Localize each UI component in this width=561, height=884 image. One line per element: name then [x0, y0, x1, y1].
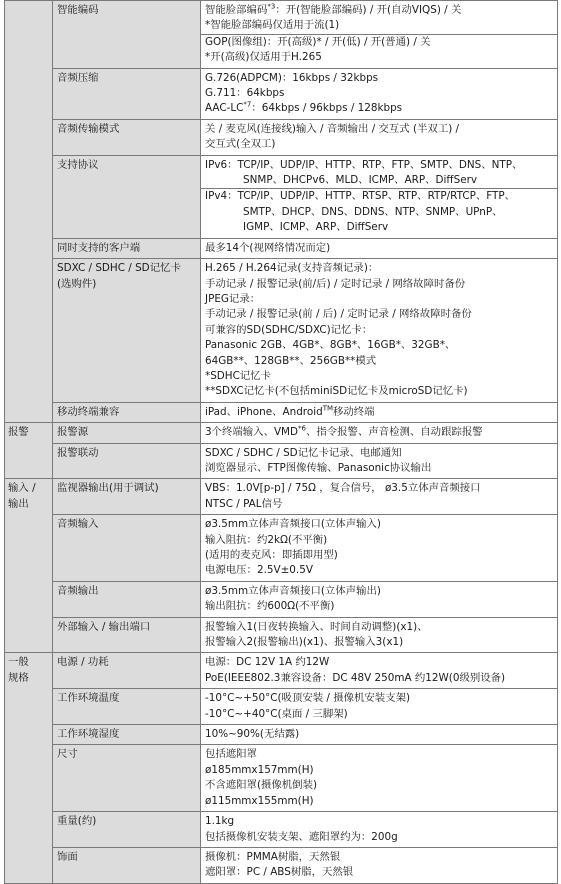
- spec-label-cell: [53, 479, 201, 515]
- spec-value-line: [205, 292, 553, 307]
- spec-row: [5, 68, 558, 119]
- spec-value-text: IPv4：TCP/IP、UDP/IP、HTTP、RTSP、RTP、RTP/RTCP、FTP、: [205, 190, 516, 203]
- spec-label-cell: [53, 1, 201, 69]
- spec-value-text: IGMP、ICMP、ARP、DiffServ: [243, 221, 389, 234]
- spec-label-cell: [53, 238, 201, 258]
- spec-value-cell: [201, 68, 558, 119]
- spec-row: [5, 745, 558, 812]
- spec-value-line: [205, 814, 553, 829]
- spec-value-line: [205, 794, 553, 809]
- spec-label-cell: [53, 689, 201, 725]
- spec-value-text: 最多14个(视网络情况而定): [205, 241, 331, 254]
- spec-value-line: [205, 830, 553, 845]
- category-cell: [5, 423, 53, 479]
- spec-value-text: G.726(ADPCM)：16kbps / 32kbps: [205, 71, 379, 84]
- spec-value-cell: [201, 581, 558, 617]
- spec-value-text: -10°C~+50°C(吸顶安装 / 摄像机安装支架): [205, 692, 411, 705]
- spec-label: 报警源: [57, 426, 89, 439]
- spec-label: 监视器输出(用于调试): [57, 482, 159, 495]
- spec-value-text: 输入阻抗：约2kΩ(不平衡): [205, 533, 328, 546]
- spec-value-line: [205, 563, 553, 578]
- spec-label: 音频传输模式: [57, 122, 120, 135]
- spec-value-text-cont: 、指令报警、声音检测、自动跟踪报警: [306, 426, 483, 439]
- spec-label-cell: [53, 847, 201, 883]
- spec-value-text: 电源电压：2.5V±0.5V: [205, 564, 313, 577]
- spec-value-line: [205, 384, 553, 399]
- spec-value-line: [205, 461, 553, 476]
- spec-value-text: 3个终端输入、VMD: [205, 426, 299, 439]
- footnote-mark: TM: [322, 404, 334, 413]
- spec-value-text: 10%~90%(无结露): [205, 728, 300, 741]
- category-label-line2: 规格: [8, 671, 29, 684]
- spec-row: [5, 402, 558, 422]
- spec-value-line: [205, 635, 553, 650]
- spec-value-text: ø3.5mm立体声音频接口(立体声输入): [205, 518, 381, 531]
- spec-value-text: G.711：64kbps: [205, 87, 285, 100]
- spec-label-cell: [53, 617, 201, 653]
- spec-row: [5, 259, 558, 403]
- spec-value-text: SNMP、DHCPv6、MLD、ICMP、ARP、DiffServ: [243, 174, 478, 187]
- spec-value-cell: [201, 745, 558, 812]
- spec-value-text: 输出阻抗：约600Ω(不平衡): [205, 600, 335, 613]
- spec-value-cell: [201, 259, 558, 403]
- spec-label: 音频输入: [57, 518, 99, 531]
- spec-value-cell: [201, 479, 558, 515]
- spec-value-line: [205, 481, 553, 496]
- spec-value-line: [205, 137, 553, 152]
- spec-value-text: (适用的麦克风：即插即用型): [205, 549, 338, 561]
- spec-value-cell: [201, 1, 558, 69]
- spec-value-text: SMTP、DHCP、DNS、DDNS、NTP、SNMP、UPnP、: [243, 205, 503, 218]
- spec-value-line: [205, 3, 553, 18]
- spec-row: [5, 847, 558, 883]
- spec-value-line: [205, 584, 553, 599]
- spec-value-line: [205, 517, 553, 532]
- spec-value-text: 包括摄像机安装支架、遮阳罩约为：200g: [205, 830, 398, 843]
- spec-value-text: 报警输入2(报警输出)(x1)、报警输入3(x1): [205, 636, 404, 649]
- spec-label: 工作环境湿度: [57, 728, 120, 741]
- spec-label-cell: [53, 745, 201, 812]
- spec-row: [5, 443, 558, 479]
- spec-label-cell: [53, 443, 201, 479]
- spec-value-text-cont: 移动终端: [333, 405, 375, 418]
- spec-value-text: ø3.5mm立体声音频接口(立体声输出): [205, 584, 381, 597]
- spec-value-text: NTSC / PAL信号: [205, 497, 283, 510]
- spec-value-text: 不含遮阳罩(摄像机倒装): [205, 779, 318, 792]
- spec-value-cell: [201, 515, 558, 582]
- spec-value-line: [205, 446, 553, 461]
- spec-table-body: [5, 1, 558, 884]
- spec-row: [5, 1, 558, 69]
- spec-value-cell: [201, 689, 558, 725]
- spec-row: [5, 689, 558, 725]
- spec-value-text: 报警输入1(日夜转换输入、时间自动调整)(x1)、: [205, 620, 428, 633]
- spec-label: 报警联动: [57, 446, 99, 459]
- spec-row: [5, 479, 558, 515]
- spec-value-line: [205, 277, 553, 292]
- spec-row: [5, 423, 558, 443]
- spec-value-line: [205, 220, 553, 235]
- spec-value-text: 遮阳罩：PC / ABS树脂，天然银: [205, 866, 354, 879]
- spec-value-line: [205, 18, 553, 33]
- spec-value-line: [205, 747, 553, 762]
- spec-value-cell: [201, 402, 558, 422]
- spec-value-line: [205, 158, 553, 173]
- spec-value-text: JPEG记录：: [205, 292, 261, 305]
- spec-value-cell: [201, 812, 558, 848]
- spec-row: [5, 581, 558, 617]
- spec-row: [5, 515, 558, 582]
- spec-value-text: 手动记录 / 报警记录(前/后) / 定时记录 / 网络故障时备份: [205, 277, 466, 290]
- spec-value-line: [201, 34, 557, 50]
- spec-value-text: ø185mmx157mm(H): [205, 763, 314, 776]
- spec-label: 音频压缩: [57, 71, 99, 84]
- spec-row: [5, 617, 558, 653]
- spec-label-cell: [53, 515, 201, 582]
- spec-value-line: [205, 763, 553, 778]
- category-label: 一般: [8, 656, 29, 669]
- spec-value-text-cont: ：开(智能脸部编码) / 开(自动VIQS) / 关: [275, 4, 462, 16]
- spec-label: 移动终端兼容: [57, 405, 120, 418]
- spec-value-cell: [201, 725, 558, 745]
- spec-row: [5, 155, 558, 238]
- spec-value-text: iPad、iPhone、Android: [205, 405, 323, 418]
- spec-label-cell: [53, 119, 201, 155]
- spec-value-text: *SDHC记忆卡: [205, 369, 272, 382]
- spec-value-text: **SDXC记忆卡(不包括miniSD记忆卡及microSD记忆卡): [205, 385, 468, 398]
- spec-label: 智能编码: [57, 4, 99, 16]
- spec-value-text: 包括遮阳罩: [205, 748, 257, 761]
- category-cell: [5, 653, 53, 883]
- spec-value-cell: [201, 443, 558, 479]
- spec-label-cell: [53, 812, 201, 848]
- spec-value-text: 摄像机：PMMA树脂，天然银: [205, 850, 341, 863]
- spec-value-line: [205, 599, 553, 614]
- spec-value-text: GOP(图像组)：开(高级)* / 开(低) / 开(普通) / 关: [205, 35, 431, 48]
- spec-value-text: VBS：1.0V[p-p] / 75Ω ，复合信号， ø3.5立体声音频接口: [205, 482, 481, 495]
- spec-value-line: [205, 671, 553, 686]
- spec-label: SDXC / SDHC / SD记忆卡: [57, 262, 181, 275]
- footnote-mark: *7: [243, 100, 252, 109]
- spec-value-text: AAC-LC: [205, 102, 244, 115]
- spec-value-line: [205, 354, 553, 369]
- spec-value-text: IPv6：TCP/IP、UDP/IP、HTTP、RTP、FTP、SMTP、DNS、NTP、: [205, 158, 523, 171]
- spec-value-text: *智能脸部编码仅适用于流(1): [205, 19, 340, 32]
- spec-value-line: [205, 405, 553, 420]
- spec-value-line: [205, 727, 553, 742]
- spec-label-cell: [53, 155, 201, 238]
- spec-value-line: [205, 205, 553, 220]
- spec-label: 同时支持的客户端: [57, 241, 141, 254]
- category-label: 报警: [8, 426, 29, 439]
- spec-value-cell: [201, 119, 558, 155]
- spec-value-line: [205, 261, 553, 276]
- spec-label-cell: [53, 68, 201, 119]
- spec-value-line: [201, 188, 557, 204]
- spec-label-cell: [53, 402, 201, 422]
- spec-label: 音频输出: [57, 584, 99, 597]
- spec-value-text: -10°C~+40°C(桌面 / 三脚架): [205, 707, 348, 720]
- spec-value-text: PoE(IEEE802.3兼容设备：DC 48V 250mA 约12W(0级别设备): [205, 671, 506, 684]
- spec-value-text: 电源：DC 12V 1A 约12W: [205, 656, 330, 669]
- spec-value-text: 智能脸部编码: [205, 4, 268, 16]
- spec-label-cell: [53, 423, 201, 443]
- spec-value-text: Panasonic 2GB、4GB*、8GB*、16GB*、32GB*、: [205, 339, 456, 352]
- spec-value-line: [205, 50, 553, 65]
- spec-value-cell: [201, 155, 558, 238]
- spec-value-text: 浏览器显示、FTP图像传输、Panasonic协议输出: [205, 461, 432, 474]
- spec-label: 电源 / 功耗: [57, 656, 109, 669]
- category-cell: [5, 1, 53, 423]
- spec-label-cell: [53, 259, 201, 403]
- spec-label: 尺寸: [57, 748, 78, 761]
- spec-label-cell: [53, 581, 201, 617]
- spec-value-cell: [201, 653, 558, 689]
- spec-label: 饰面: [57, 850, 78, 863]
- spec-value-line: [205, 369, 553, 384]
- spec-table: [4, 0, 558, 884]
- spec-value-line: [205, 425, 553, 440]
- spec-value-line: [205, 497, 553, 512]
- spec-value-text: 手动记录 / 报警记录(前 / 后) / 定时记录 / 网络故障时备份: [205, 308, 472, 321]
- spec-value-line: [205, 707, 553, 722]
- spec-value-text: 64GB**、128GB**、256GB**模式: [205, 354, 377, 367]
- spec-value-text: SDXC / SDHC / SD记忆卡记录、电邮通知: [205, 446, 402, 459]
- spec-value-text: 关 / 麦克风(连接线)输入 / 音频输出 / 交互式 (半双工) /: [205, 122, 460, 135]
- spec-label: 支持协议: [57, 158, 99, 171]
- spec-value-line: [205, 323, 553, 338]
- spec-value-text: 可兼容的SD(SDHC/SDXC)记忆卡：: [205, 323, 373, 336]
- spec-value-text: ø115mmx155mm(H): [205, 794, 314, 807]
- spec-value-line: [205, 655, 553, 670]
- spec-row: [5, 725, 558, 745]
- category-label: 输入 /: [8, 482, 36, 495]
- spec-value-line: [205, 865, 553, 880]
- spec-value-line: [205, 548, 553, 563]
- spec-value-cell: [201, 238, 558, 258]
- spec-row: [5, 653, 558, 689]
- spec-value-text-cont: ：64kbps / 96kbps / 128kbps: [251, 102, 403, 115]
- spec-value-line: [205, 338, 553, 353]
- spec-label-line2: (选购件): [57, 277, 97, 290]
- spec-value-line: [205, 620, 553, 635]
- spec-row: [5, 119, 558, 155]
- spec-value-line: [205, 71, 553, 86]
- spec-value-cell: [201, 847, 558, 883]
- footnote-mark: *6: [298, 424, 306, 433]
- spec-value-cell: [201, 423, 558, 443]
- spec-row: [5, 812, 558, 848]
- spec-value-line: [205, 173, 553, 188]
- spec-value-line: [205, 850, 553, 865]
- spec-label: 外部输入 / 输出端口: [57, 620, 151, 633]
- spec-value-text: 交互式(全双工): [205, 138, 276, 151]
- spec-value-line: [205, 691, 553, 706]
- spec-value-text: 1.1kg: [205, 815, 235, 828]
- spec-label: 重量(约): [57, 815, 97, 828]
- spec-value-text: H.265 / H.264记录(支持音频记录)：: [205, 262, 379, 275]
- spec-value-line: [205, 241, 553, 256]
- spec-label: 工作环境温度: [57, 692, 120, 705]
- spec-value-text: *开(高级)仅适用于H.265: [205, 51, 322, 64]
- spec-value-cell: [201, 617, 558, 653]
- category-label-line2: 输出: [8, 497, 29, 510]
- spec-value-line: [205, 122, 553, 137]
- spec-row: [5, 238, 558, 258]
- spec-value-line: [205, 778, 553, 793]
- spec-value-line: [205, 86, 553, 101]
- spec-label-cell: [53, 653, 201, 689]
- footnote-mark: *3: [267, 2, 276, 11]
- spec-label-cell: [53, 725, 201, 745]
- spec-value-line: [205, 101, 553, 116]
- category-cell: [5, 479, 53, 653]
- spec-value-line: [205, 533, 553, 548]
- spec-value-line: [205, 307, 553, 322]
